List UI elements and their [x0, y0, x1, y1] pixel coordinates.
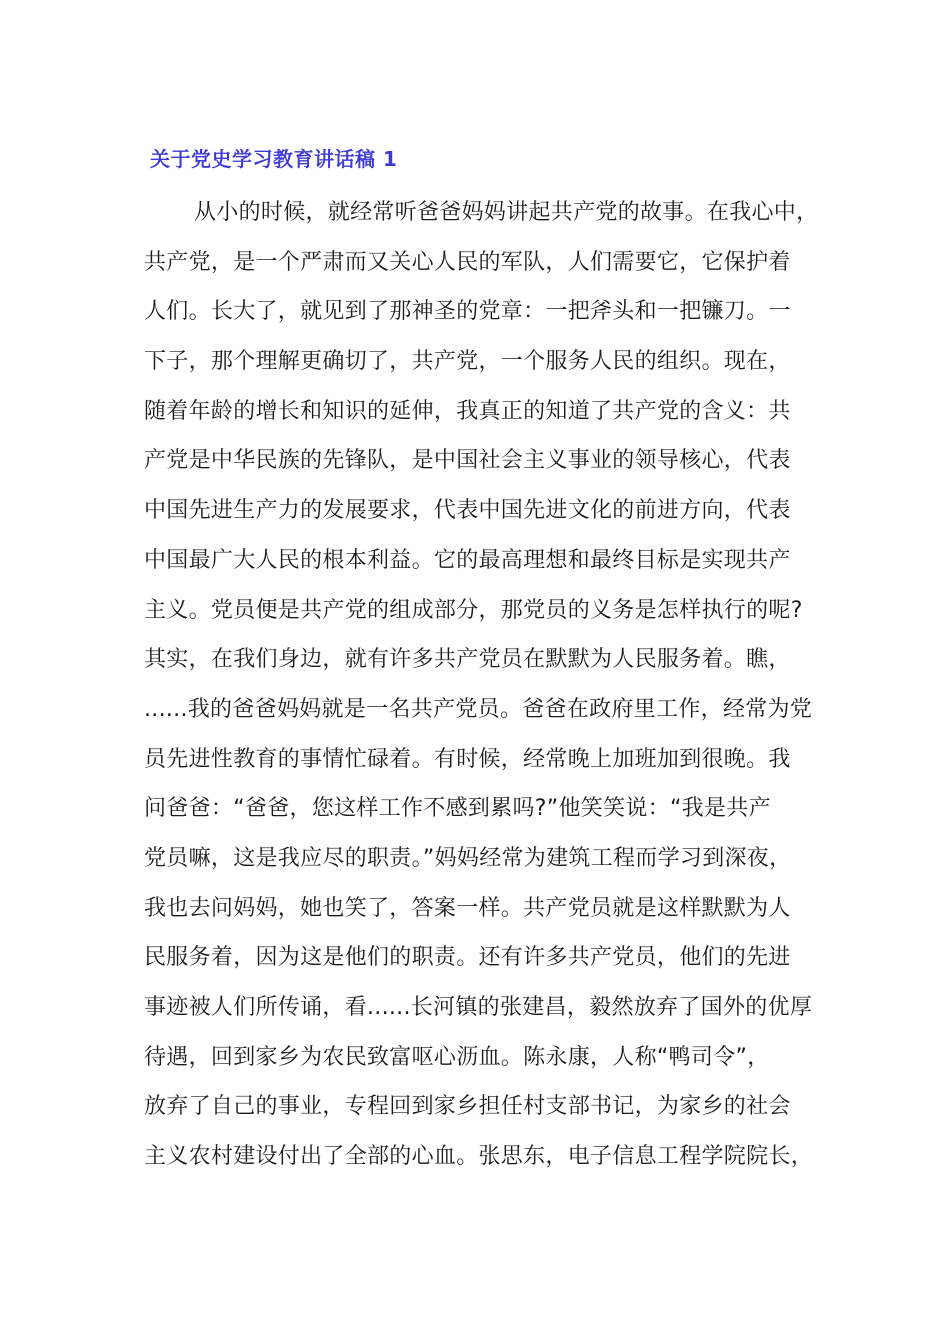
paragraph-line: 主义。党员便是共产党的组成部分，那党员的义务是怎样执行的呢? [144, 597, 803, 623]
paragraph-line: 主义农村建设付出了全部的心血。张思东，电子信息工程学院院长， [144, 1144, 814, 1170]
paragraph-line: 随着年龄的增长和知识的延伸，我真正的知道了共产党的含义：共 [144, 398, 791, 424]
paragraph-line: 人们。长大了，就见到了那神圣的党章：一把斧头和一把镰刀。一 [144, 299, 791, 325]
paragraph-line: 事迹被人们所传诵，看......长河镇的张建昌，毅然放弃了国外的优厚 [144, 995, 813, 1020]
paragraph-line: ......我的爸爸妈妈就是一名共产党员。爸爸在政府里工作，经常为党 [144, 696, 813, 722]
paragraph-line: 从小的时候，就经常听爸爸妈妈讲起共产党的故事。在我心中， [194, 200, 819, 225]
paragraph-line: 党员嘛，这是我应尽的职责。”妈妈经常为建筑工程而学习到深夜， [144, 845, 792, 871]
paragraph-line: 产党是中华民族的先锋队，是中国社会主义事业的领导核心，代表 [144, 448, 791, 474]
paragraph-line: 员先进性教育的事情忙碌着。有时候，经常晚上加班加到很晚。我 [144, 746, 791, 772]
paragraph-line: 民服务着，因为这是他们的职责。还有许多共产党员，他们的先进 [144, 945, 791, 971]
paragraph-line: 我也去问妈妈，她也笑了，答案一样。共产党员就是这样默默为人 [144, 895, 791, 921]
paragraph-line: 其实，在我们身边，就有许多共产党员在默默为人民服务着。瞧， [144, 647, 791, 673]
paragraph-line: 问爸爸：“爸爸，您这样工作不感到累吗?”他笑笑说：“我是共产 [144, 796, 771, 822]
paragraph-line: 中国先进生产力的发展要求，代表中国先进文化的前进方向，代表 [144, 498, 791, 524]
paragraph-line: 放弃了自己的事业，专程回到家乡担任村支部书记，为家乡的社会 [144, 1094, 791, 1120]
paragraph-line: 待遇，回到家乡为农民致富呕心沥血。陈永康，人称“鸭司令”， [144, 1044, 770, 1070]
document-title: 关于党史学习教育讲话稿 1 [150, 147, 398, 171]
document-body [144, 195, 819, 1189]
paragraph-line: 共产党，是一个严肃而又关心人民的军队，人们需要它，它保护着 [144, 249, 791, 275]
paragraph-line: 中国最广大人民的根本利益。它的最高理想和最终目标是实现共产 [144, 547, 791, 573]
paragraph-line: 下子，那个理解更确切了，共产党，一个服务人民的组织。现在， [144, 349, 791, 375]
